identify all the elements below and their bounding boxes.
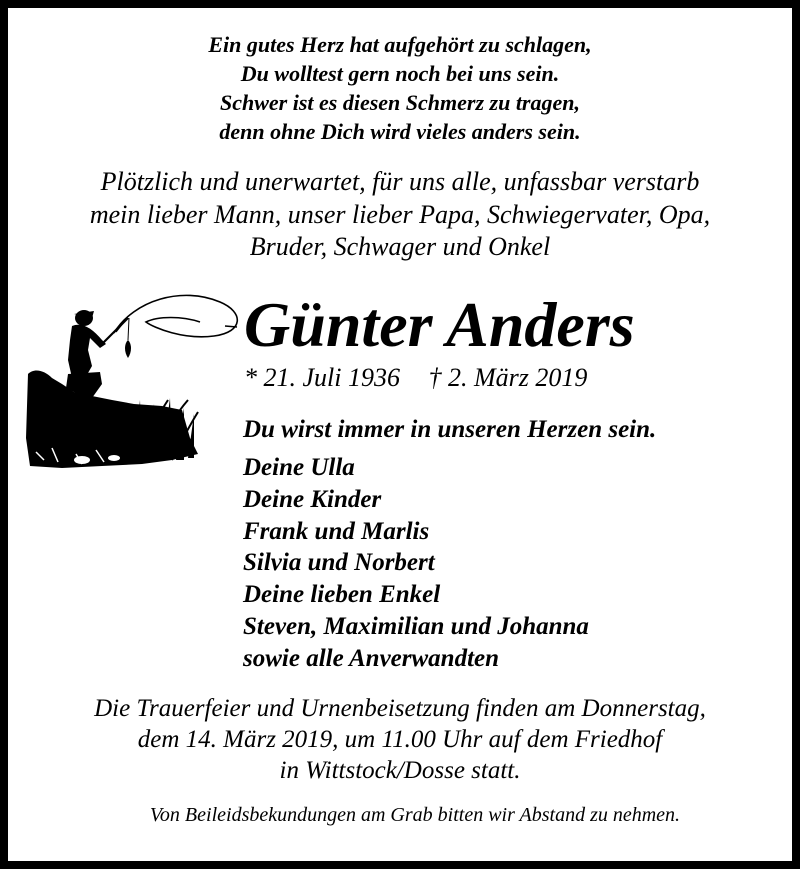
intro-line: mein lieber Mann, unser lieber Papa, Schwiegervater, Opa,	[89, 199, 711, 229]
poem-line: Du wolltest gern noch bei uns sein.	[240, 61, 560, 86]
mourner-line: Deine Ulla	[243, 454, 355, 481]
poem	[0, 30, 800, 146]
mourners-list	[243, 452, 589, 675]
deceased-name: Günter Anders	[244, 289, 635, 360]
mourner-line: Frank und Marlis	[243, 517, 430, 545]
life-dates	[244, 362, 587, 394]
service-line: in Wittstock/Dosse statt.	[279, 757, 521, 784]
poem-line: Ein gutes Herz hat aufgehört zu schlagen,	[208, 32, 592, 57]
motto: Du wirst immer in unseren Herzen sein.	[243, 416, 657, 443]
mourner-line: sowie alle Anverwandten	[243, 644, 500, 672]
birth-date: * 21. Juli 1936	[244, 363, 400, 392]
intro-line: Bruder, Schwager und Onkel	[249, 232, 551, 261]
intro-line: Plötzlich und unerwartet, für uns alle, unfassbar verstarb	[100, 167, 700, 196]
mourner-line: Deine Kinder	[243, 485, 382, 513]
mourner-line: Silvia und Norbert	[243, 549, 435, 577]
poem-line: denn ohne Dich wird vieles anders sein.	[219, 119, 581, 144]
service-line: dem 14. März 2019, um 11.00 Uhr auf dem Friedhof	[137, 726, 663, 753]
mourner-line: Steven, Maximilian und Johanna	[243, 612, 589, 640]
death-date: † 2. März 2019	[428, 363, 588, 392]
intro-text	[0, 166, 800, 264]
condolence-note: Von Beileidsbekundungen am Grab bitten wir Abstand zu nehmen.	[149, 804, 681, 826]
poem-line: Schwer ist es diesen Schmerz zu tragen,	[220, 90, 580, 115]
service-line: Die Trauerfeier und Urnenbeisetzung finden am Donnerstag,	[94, 695, 706, 722]
service-info	[0, 693, 800, 786]
angler-silhouette-icon	[22, 288, 242, 470]
mourner-line: Deine lieben Enkel	[243, 581, 441, 609]
